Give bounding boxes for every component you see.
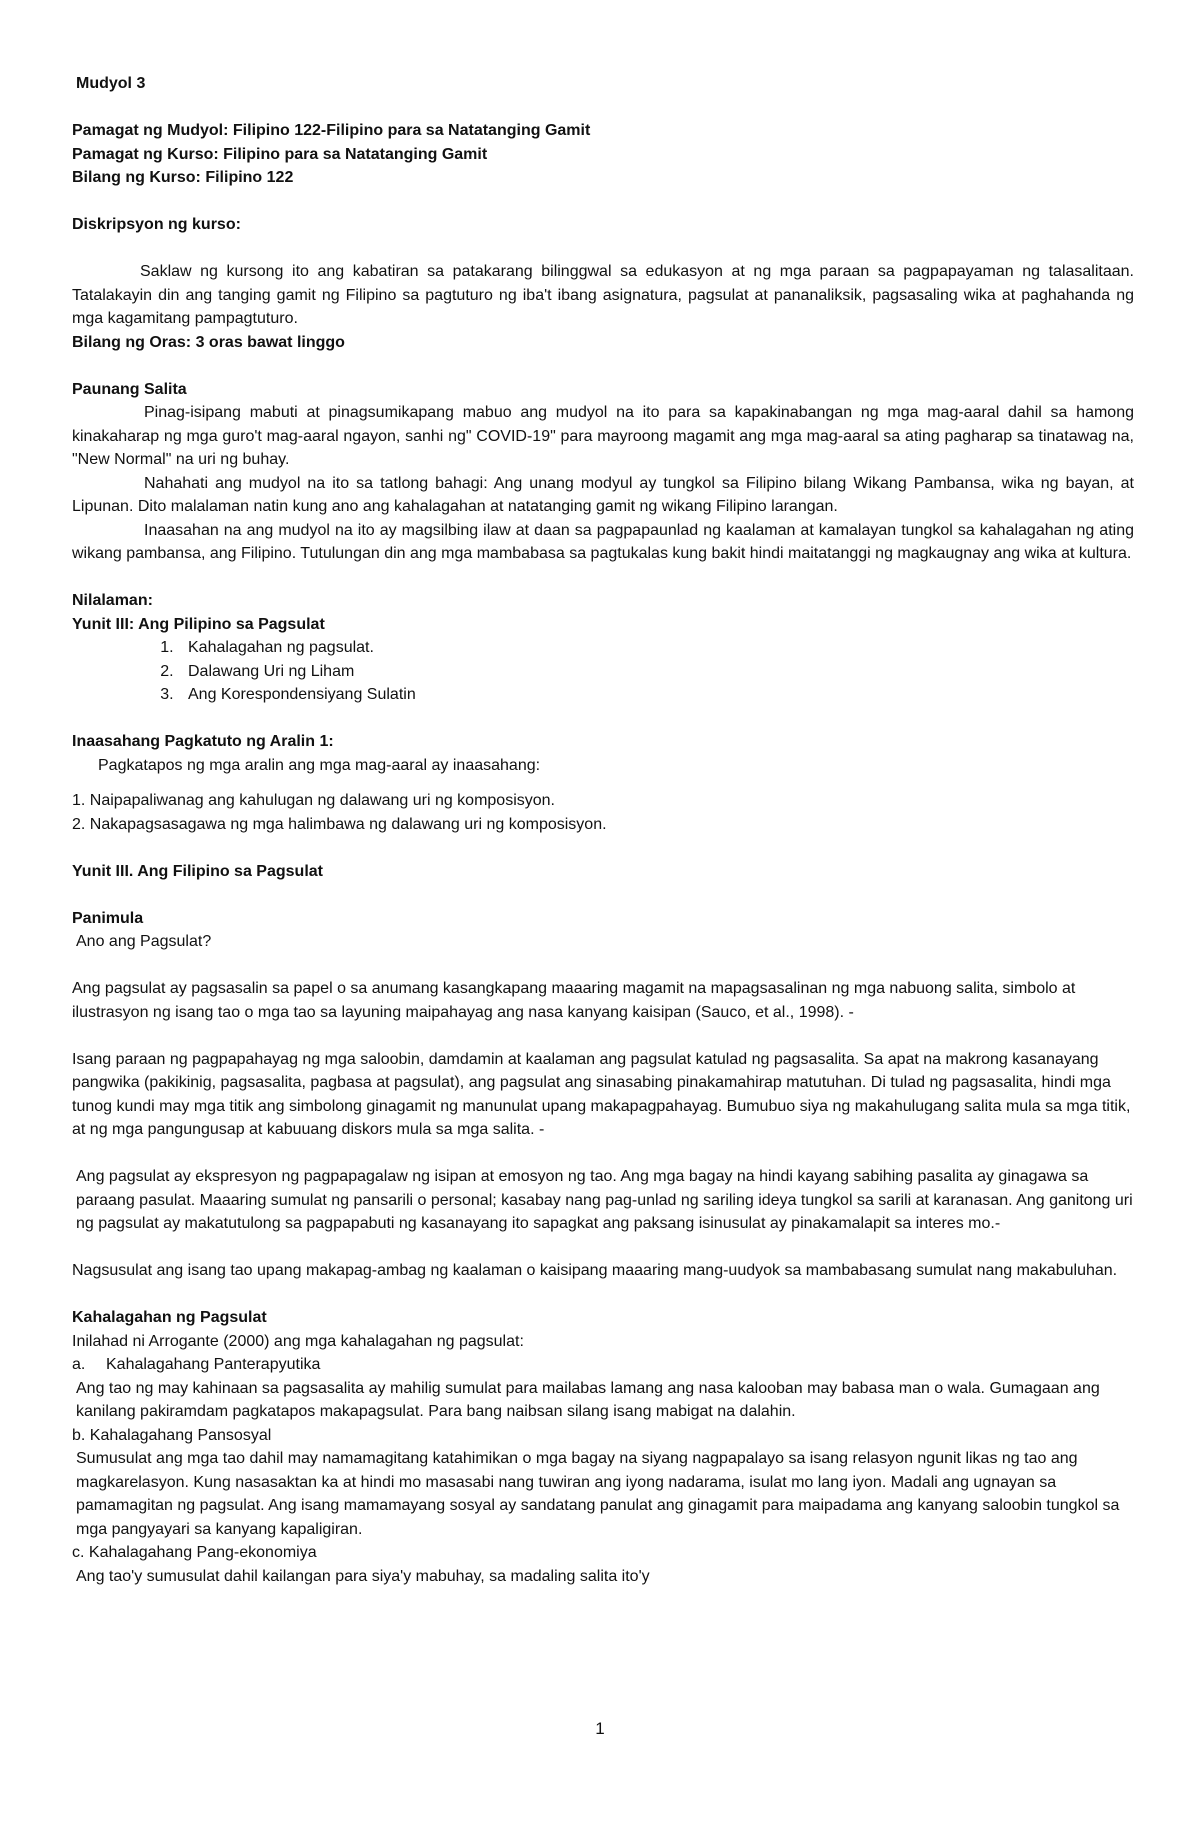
intro-paragraph-4: Nagsusulat ang isang tao upang makapag-ambag ng kaalaman o kaisipang maaaring mang-uudyok sa mambabasang sumulat nang makabuluhan. (72, 1262, 1118, 1279)
hours-line: Bilang ng Oras: 3 oras bawat linggo (72, 333, 345, 351)
intro-heading: Panimula (72, 909, 144, 927)
course-title: Pamagat ng Kurso: Filipino para sa Natatanging Gamit (72, 145, 488, 163)
importance-a-title: Kahalagahang Panterapyutika (106, 1356, 321, 1373)
importance-a-body: Ang tao ng may kahinaan sa pagsasalita ay mahilig sumulat para mailabas lamang ang nasa kalooban may babasa man o wala. Gumagaan ang kanilang pakiramdam pagkatapos makapagsulat. Para bang naibsan silang isang mabigat na dalahin. (76, 1379, 1100, 1420)
intro-question: Ano ang Pagsulat? (76, 933, 212, 950)
module-title: Pamagat ng Mudyol: Filipino 122-Filipino para sa Natatanging Gamit (72, 122, 591, 139)
importance-a-title-row (72, 1353, 1134, 1377)
outcomes-heading: Inaasahang Pagkatuto ng Aralin 1: (72, 733, 334, 750)
description-heading: Diskripsyon ng kurso: (72, 216, 241, 233)
intro-paragraph-1: Ang pagsulat ay pagsasalin sa papel o sa anumang kasangkapang maaaring magamit na mapagsasalinan ng mga nabuong salita, simbolo at ilustrasyon ng isang tao o mga tao sa layuning maipahayag ang nasa kanyang kaisipan (Sauco, et al., 1998). - (72, 980, 1076, 1021)
importance-c-body: Ang tao'y sumusulat dahil kailangan para siya'y mabuhay, sa madaling salita ito'y (76, 1567, 650, 1585)
contents-heading: Nilalaman: (72, 592, 153, 609)
outcome-item: 2. Nakapagsasagawa ng mga halimbawa ng dalawang uri ng komposisyon. (72, 815, 607, 833)
list-item: 3. Ang Korespondensiyang Sulatin (178, 683, 1134, 707)
contents-unit: Yunit III: Ang Pilipino sa Pagsulat (72, 615, 325, 633)
course-number: Bilang ng Kurso: Filipino 122 (72, 169, 294, 186)
description-paragraph: Saklaw ng kursong ito ang kabatiran sa patakarang bilinggwal sa edukasyon at ng mga paraan sa pagpapayaman ng talasalitaan. Tatalakayin din ang tanging gamit ng Filipino sa pagtuturo ng iba't ibang asignatura, pagsulat at pananaliksik, pagsasaling wika at paghahanda ng mga kagamitang pampagtuturo. (72, 263, 1134, 327)
list-item: 1. Kahalagahan ng pagsulat. (178, 636, 1134, 660)
foreword-paragraph-1: Pinag-isipang mabuti at pinagsumikapang mabuo ang mudyol na ito para sa kapakinabangan ng mga mag-aaral dahil sa hamong kinakaharap ng mga guro't mag-aaral ngayon, sanhi ng" COVID-19" para mayroong magamit ang mga mag-aaral sa ating pagharap sa tinatawag na, "New Normal" na uri ng buhay. (72, 404, 1134, 468)
list-item: 2. Dalawang Uri ng Liham (178, 660, 1134, 684)
importance-c-title: c. Kahalagahang Pang-ekonomiya (72, 1544, 317, 1561)
importance-intro: Inilahad ni Arrogante (2000) ang mga kahalagahan ng pagsulat: (72, 1332, 524, 1350)
module-number: Mudyol 3 (76, 75, 146, 92)
importance-heading: Kahalagahan ng Pagsulat (72, 1309, 267, 1326)
unit-heading: Yunit III. Ang Filipino sa Pagsulat (72, 862, 323, 880)
intro-paragraph-3: Ang pagsulat ay ekspresyon ng pagpapagalaw ng isipan at emosyon ng tao. Ang mga bagay na hindi kayang sabihing pasalita ay ginagawa sa paraang pasulat. Maaaring sumulat ng pansarili o personal; kasabay nang pag-unlad ng sariling ideya tungkol sa sarili at karanasan. Ang ganitong uri ng pagsulat ay makatutulong sa pagpapabuti ng kasanayang ito sapagkat ang paksang isinusulat ay pinakamalapit sa interes mo.- (76, 1168, 1133, 1232)
page-number: 1 (595, 1719, 605, 1738)
importance-b-body: Sumusulat ang mga tao dahil may namamagitang katahimikan o mga bagay na siyang nagpapalayo sa isang relasyon ngunit likas ng tao ang magkarelasyon. Kung nasasaktan ka at hindi mo masasabi nang tuwiran ang iyong nadarama, isulat mo lang iyon. Madali ang ugnayan sa pamamagitan ng pagsulat. Ang isang mamamayang sosyal ay sandatang panulat ang ginagamit para maipadama ang kanyang saloobin tungkol sa mga pangyayari sa kanyang kapaligiran. (76, 1450, 1120, 1538)
contents-list (72, 636, 1134, 707)
foreword-paragraph-2: Nahahati ang mudyol na ito sa tatlong bahagi: Ang unang modyul ay tungkol sa Filipino bilang Wikang Pambansa, wika ng bayan, at Lipunan. Dito malalaman natin kung ano ang kahalagahan at natatanging gamit ng wikang Filipino larangan. (72, 474, 1134, 515)
importance-a-marker: a. (72, 1356, 86, 1373)
importance-b-title: b. Kahalagahang Pansosyal (72, 1426, 272, 1444)
outcomes-intro: Pagkatapos ng mga aralin ang mga mag-aaral ay inaasahang: (98, 756, 541, 774)
foreword-heading: Paunang Salita (72, 380, 187, 398)
foreword-paragraph-3: Inaasahan na ang mudyol na ito ay magsilbing ilaw at daan sa pagpapaunlad ng kaalaman at kamalayan tungkol sa kahalagahan ng ating wikang pambansa, ang Filipino. Tutulungan din ang mga mambabasa sa pagtukalas kung bakit hindi maitatanggi ng magkaugnay ang wika at kultura. (72, 521, 1134, 562)
intro-paragraph-2: Isang paraan ng pagpapahayag ng mga saloobin, damdamin at kaalaman ang pagsulat katulad ng pagsasalita. Sa apat na makrong kasanayang pangwika (pakikinig, pagsasalita, pagbasa at pagsulat), ang pagsulat ang sinasabing pinakamahirap matutuhan. Di tulad ng pagsasalita, hindi mga tunog kundi may mga titik ang simbolong ginagamit ng manunulat upang makapagpahayag. Bumubuo siya ng makahulugang salita mula sa mga titik, at ng mga pangungusap at kabuuang diskors mula sa mga salita. - (72, 1050, 1131, 1138)
outcome-item: 1. Naipapaliwanag ang kahulugan ng dalawang uri ng komposisyon. (72, 792, 555, 809)
